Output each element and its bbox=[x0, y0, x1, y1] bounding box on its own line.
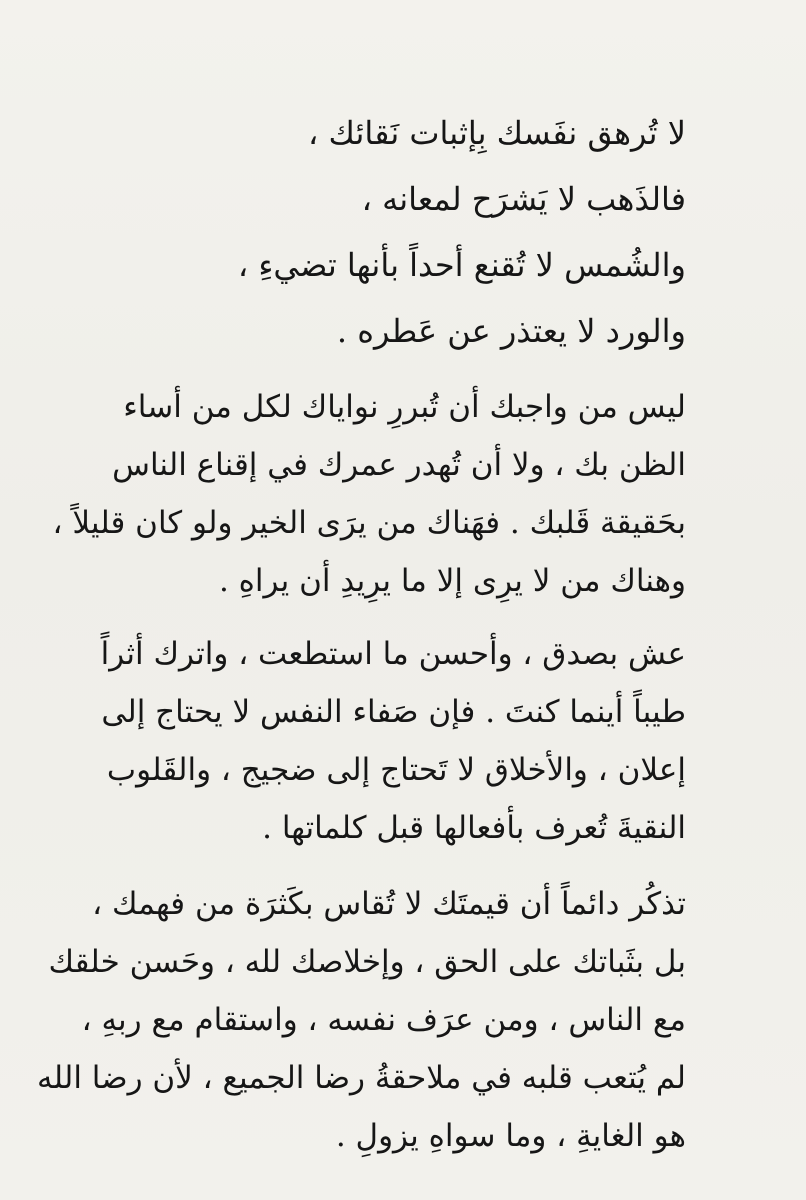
paragraph-1 bbox=[52, 378, 686, 610]
stanza-line: والشُمس لا تُقنع أحداً بأنها تضيءِ ، bbox=[237, 246, 686, 284]
stanza-line: فالذَهب لا يَشرَح لمعانه ، bbox=[361, 180, 686, 218]
paragraph-line: الظن بك ، ولا أن تُهدر عمرك في إقناع الناس bbox=[112, 447, 686, 483]
paragraph-3 bbox=[37, 875, 686, 1165]
opening-stanza bbox=[106, 100, 686, 364]
paragraph-line: هو الغايةِ ، وما سواهِ يزولِ . bbox=[335, 1118, 686, 1154]
paragraph-line: النقيةَ تُعرف بأفعالها قبل كلماتها . bbox=[262, 810, 686, 846]
stanza-line: والورد لا يعتذر عن عَطره . bbox=[336, 312, 686, 350]
paragraph-2 bbox=[100, 625, 686, 857]
paragraph-line: بل بثَباتك على الحق ، وإخلاصك لله ، وحَسن خلقك bbox=[48, 944, 686, 980]
paragraph-line: إعلان ، والأخلاق لا تَحتاج إلى ضجيج ، والقَلوب bbox=[106, 752, 686, 788]
paragraph-line: لم يُتعب قلبه في ملاحقةُ رضا الجميع ، لأن رضا الله bbox=[37, 1060, 686, 1096]
paragraph-line: ليس من واجبك أن تُبررِ نواياك لكل من أساء bbox=[123, 389, 686, 425]
paragraph-line: طيباً أينما كنتَ . فإن صَفاء النفس لا يحتاج إلى bbox=[101, 694, 686, 730]
stanza-line: لا تُرهق نفَسك بِإثبات نَقائك ، bbox=[308, 114, 686, 152]
paragraph-line: تذكُر دائماً أن قيمتَك لا تُقاس بكَثرَة من فهمك ، bbox=[92, 886, 686, 922]
paragraph-line: وهناك من لا يرِى إلا ما يرِيدِ أن يراهِ . bbox=[218, 563, 686, 599]
paragraph-line: عش بصدق ، وأحسن ما استطعت ، واترك أثراً bbox=[100, 636, 686, 672]
paragraph-line: مع الناس ، ومن عرَف نفسه ، واستقام مع ربهِ ، bbox=[81, 1002, 686, 1038]
paragraph-line: بحَقيقة قَلبك . فهَناك من يرَى الخير ولو كان قليلاً ، bbox=[52, 505, 686, 541]
